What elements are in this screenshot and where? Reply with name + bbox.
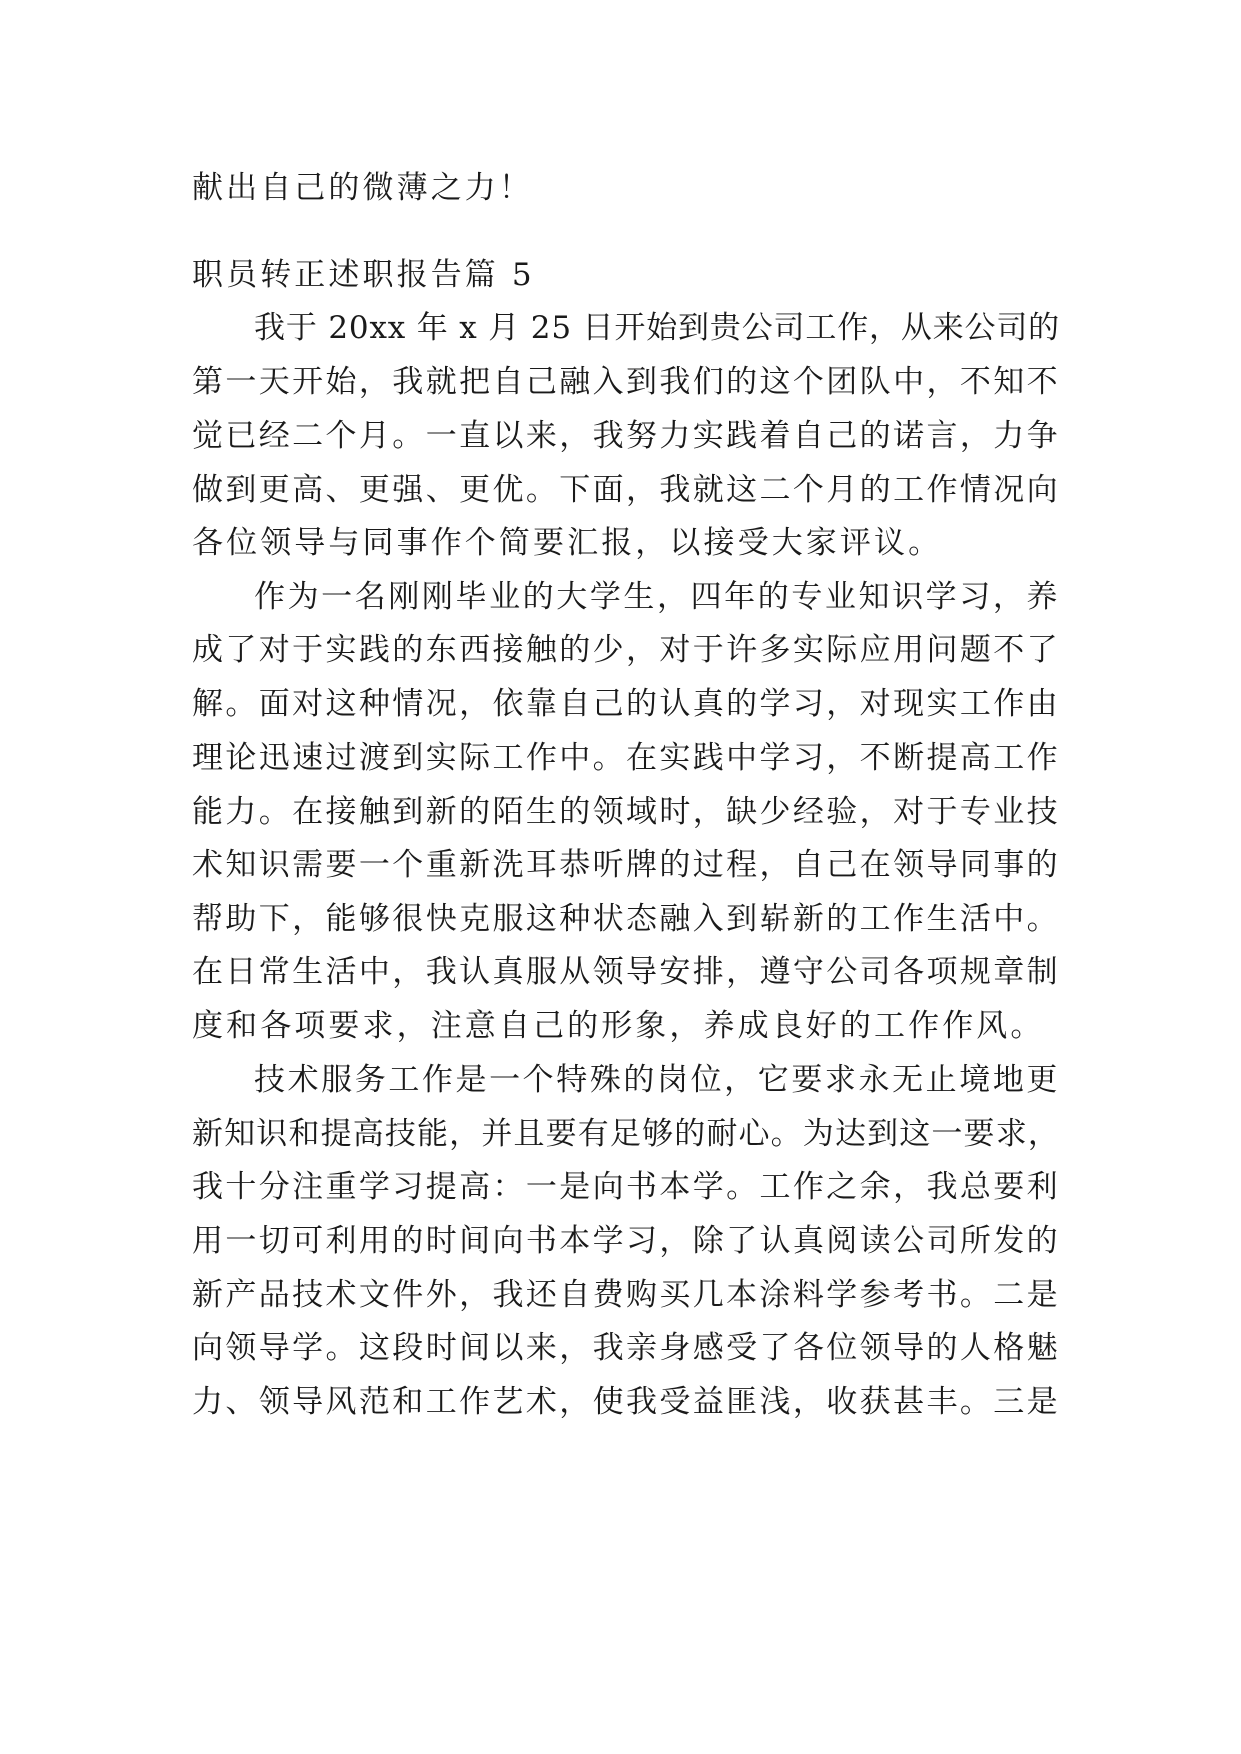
paragraph-line: 新知识和提高技能，并且要有足够的耐心。为达到这一要求，: [192, 1116, 1060, 1152]
paragraph-line: 帮助下，能够很快克服这种状态融入到崭新的工作生活中。: [192, 901, 1060, 937]
paragraph-line: 技术服务工作是一个特殊的岗位，它要求永无止境地更: [254, 1062, 1060, 1098]
paragraph-line: 我于 20xx 年 x 月 25 日开始到贵公司工作，从来公司的: [254, 310, 1060, 346]
paragraph-line: 在日常生活中，我认真服从领导安排，遵守公司各项规章制: [192, 954, 1060, 990]
closing-line: 献出自己的微薄之力！: [192, 170, 533, 206]
paragraph-line: 觉已经二个月。一直以来，我努力实践着自己的诺言，力争: [192, 418, 1060, 454]
paragraph-line: 做到更高、更强、更优。下面，我就这二个月的工作情况向: [192, 472, 1060, 508]
paragraph-line: 我十分注重学习提高：一是向书本学。工作之余，我总要利: [192, 1169, 1060, 1205]
paragraph-line: 各位领导与同事作个简要汇报，以接受大家评议。: [192, 525, 943, 561]
paragraph-line: 力、领导风范和工作艺术，使我受益匪浅，收获甚丰。三是: [192, 1384, 1060, 1420]
section-heading: 职员转正述职报告篇 5: [192, 257, 535, 293]
paragraph-line: 术知识需要一个重新洗耳恭听牌的过程，自己在领导同事的: [192, 847, 1060, 883]
paragraph-line: 作为一名刚刚毕业的大学生，四年的专业知识学习，养: [254, 579, 1060, 615]
paragraph-line: 向领导学。这段时间以来，我亲身感受了各位领导的人格魅: [192, 1330, 1060, 1366]
paragraph-line: 成了对于实践的东西接触的少，对于许多实际应用问题不了: [192, 632, 1060, 668]
paragraph-line: 理论迅速过渡到实际工作中。在实践中学习，不断提高工作: [192, 740, 1060, 776]
paragraph-line: 新产品技术文件外，我还自费购买几本涂料学参考书。二是: [192, 1277, 1060, 1313]
paragraph-line: 度和各项要求，注意自己的形象，养成良好的工作作风。: [192, 1008, 1045, 1044]
paragraph-line: 能力。在接触到新的陌生的领域时，缺少经验，对于专业技: [192, 794, 1060, 830]
paragraph-line: 解。面对这种情况，依靠自己的认真的学习，对现实工作由: [192, 686, 1060, 722]
paragraph-line: 用一切可利用的时间向书本学习，除了认真阅读公司所发的: [192, 1223, 1060, 1259]
paragraph-line: 第一天开始，我就把自己融入到我们的这个团队中，不知不: [192, 364, 1060, 400]
